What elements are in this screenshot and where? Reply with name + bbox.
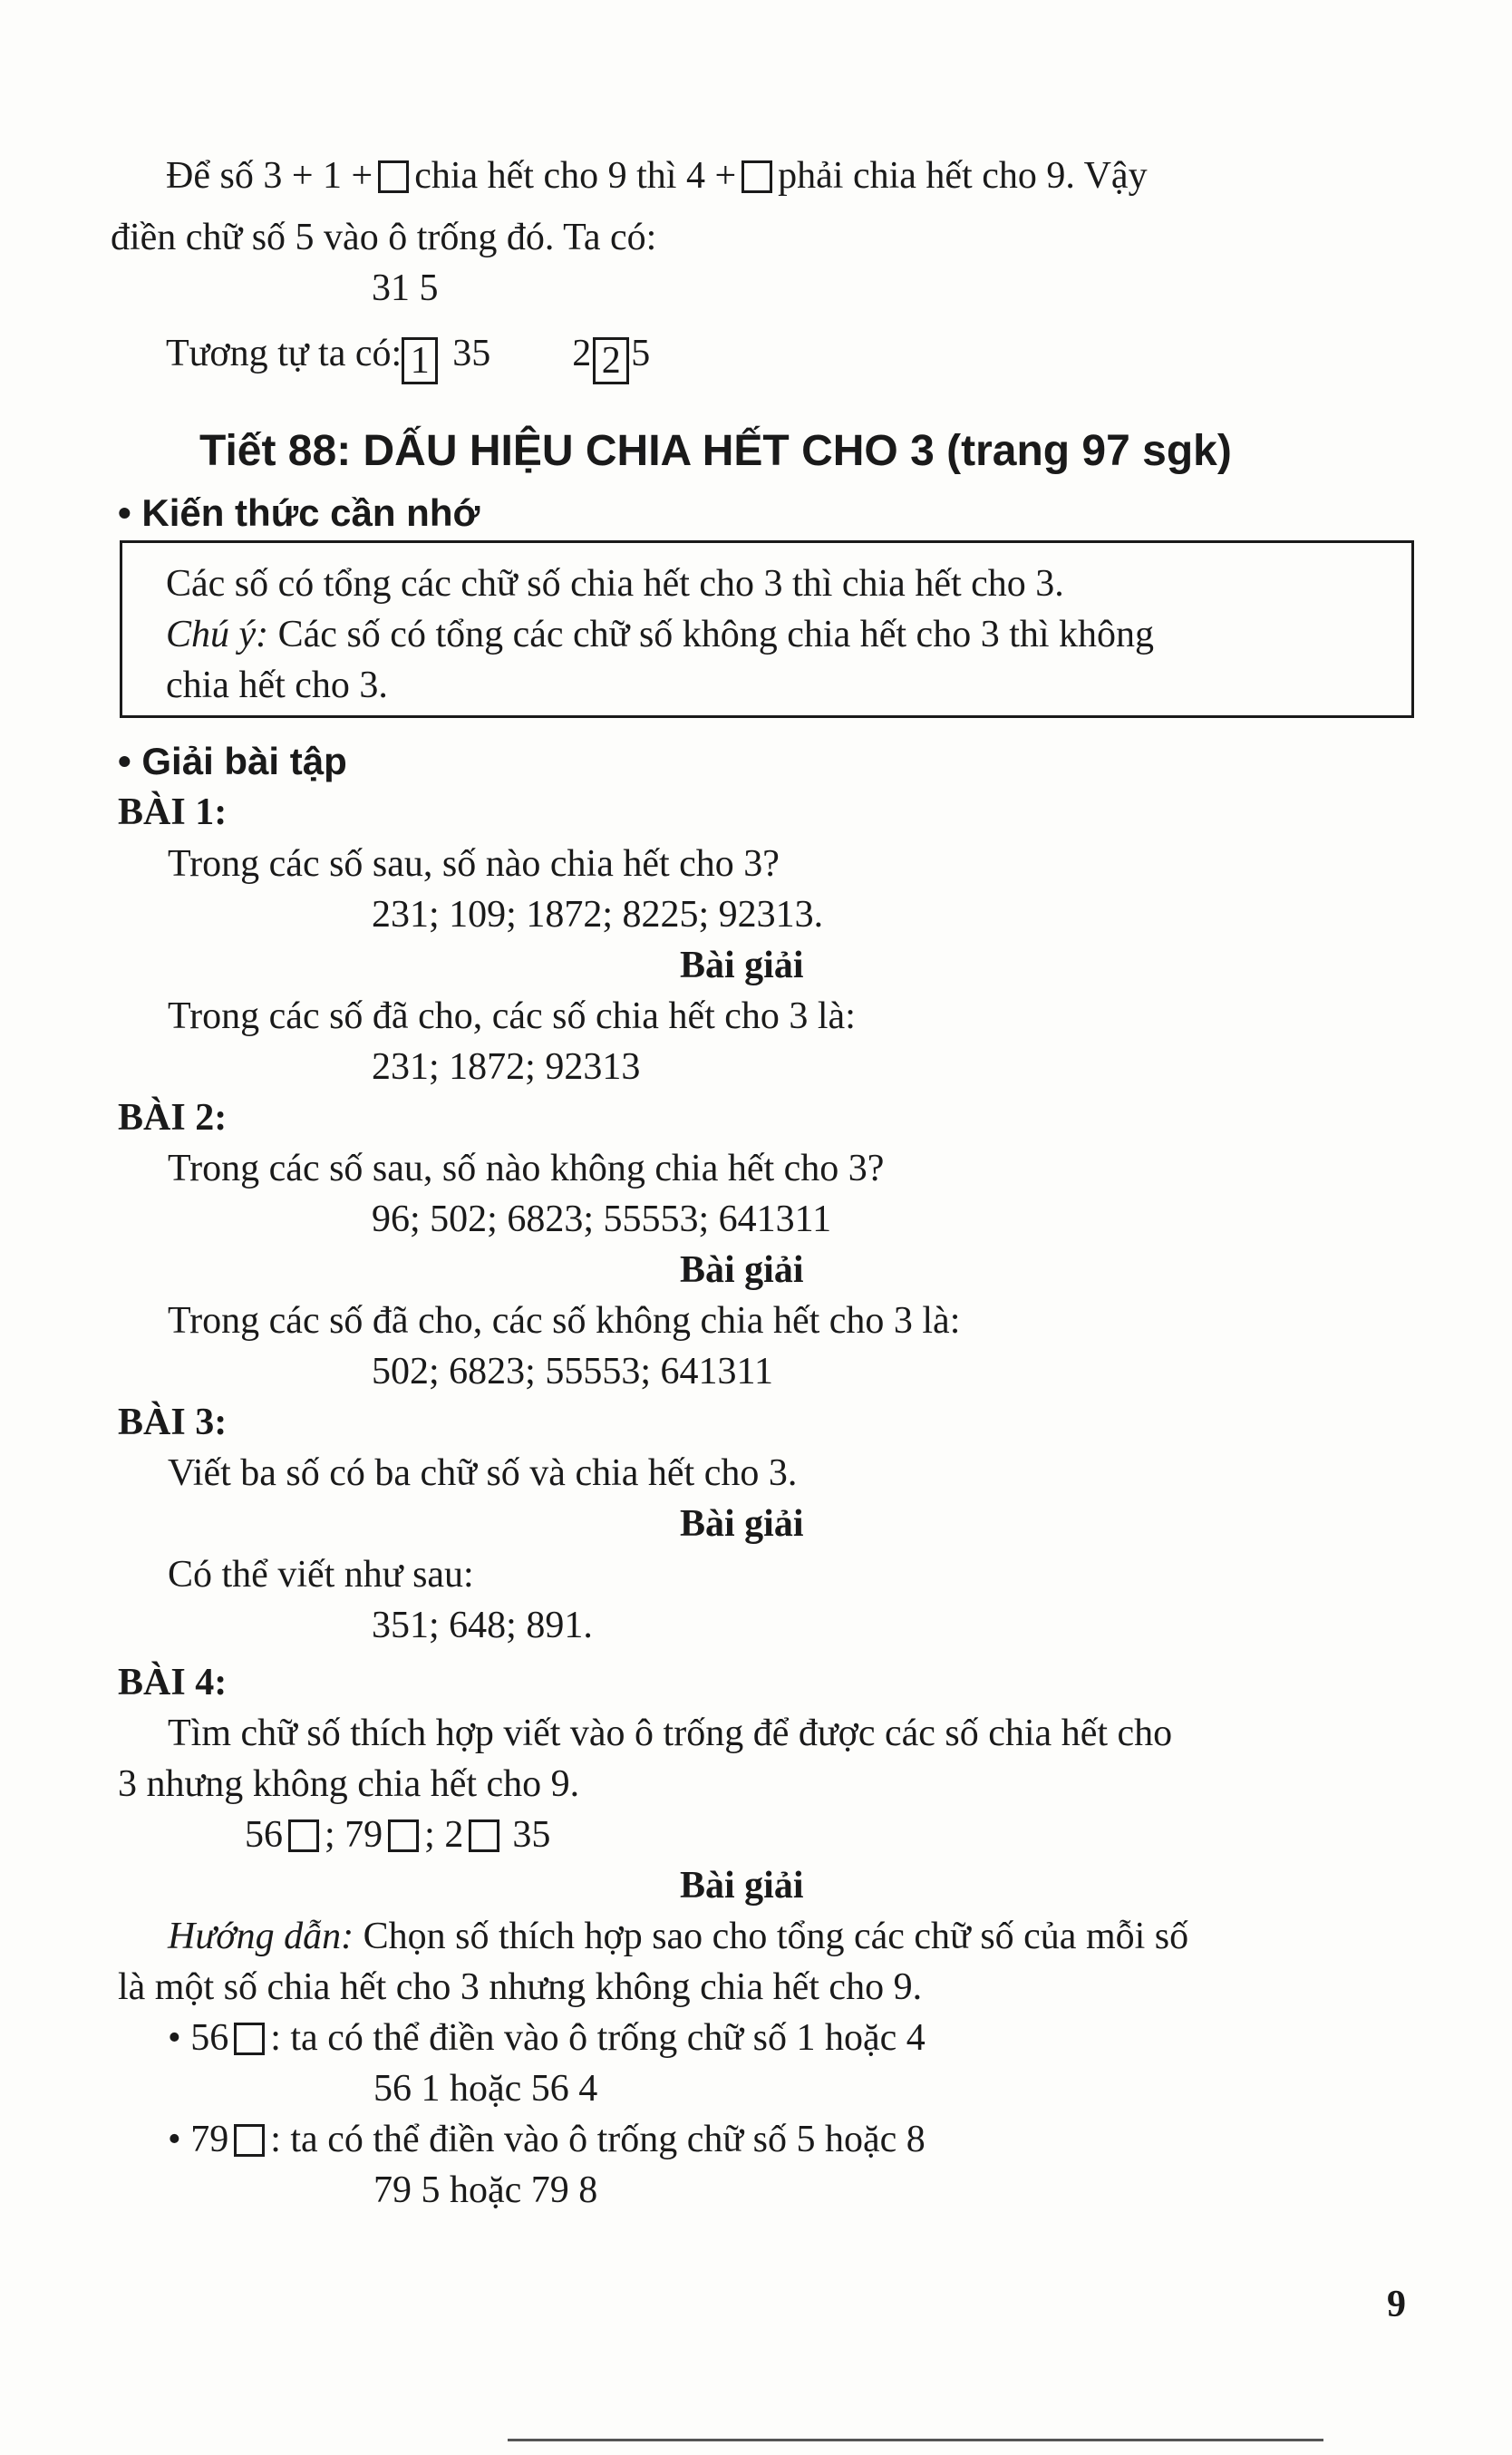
bai4-bullet-2-result: 79 5 hoặc 79 8 — [373, 2169, 598, 2211]
bai4-question-1: Tìm chữ số thích hợp viết vào ô trống để được các số chia hết cho — [168, 1713, 1173, 1754]
empty-box — [234, 2023, 265, 2055]
bai1-answer-numbers: 231; 1872; 92313 — [372, 1046, 641, 1088]
intro-text-b: chia hết cho 9 thì 4 + — [414, 155, 737, 197]
intro-digit-5: 5 — [631, 333, 651, 374]
empty-box — [378, 160, 409, 193]
empty-box — [288, 1819, 319, 1852]
bai2-question: Trong các số sau, số nào không chia hết cho 3? — [168, 1148, 885, 1189]
bai2-solution-label: Bài giải — [680, 1249, 804, 1291]
bai4-question-2: 3 nhưng không chia hết cho 9. — [118, 1763, 580, 1805]
problem-56: 56 — [245, 1814, 283, 1856]
bai1-solution-label: Bài giải — [680, 945, 804, 986]
intro-number-35: 35 — [452, 333, 491, 374]
problem-2: ; 2 — [424, 1814, 464, 1856]
bai4-bullet-1-result: 56 1 hoặc 56 4 — [373, 2068, 598, 2110]
bai4-label: BÀI 4: — [118, 1662, 228, 1703]
bai1-numbers: 231; 109; 1872; 8225; 92313. — [372, 894, 824, 936]
bai3-answer-text: Có thể viết như sau: — [168, 1554, 474, 1596]
bai1-question: Trong các số sau, số nào chia hết cho 3? — [168, 843, 780, 885]
rule-note-line-2: chia hết cho 3. — [166, 665, 388, 706]
bai1-label: BÀI 1: — [118, 791, 228, 833]
empty-box — [741, 160, 772, 193]
bullet-2-prefix: • 79 — [168, 2119, 229, 2160]
bai4-guide-line-1 — [168, 1911, 1188, 1962]
page-number: 9 — [1387, 2284, 1406, 2325]
bai2-answer-numbers: 502; 6823; 55553; 641311 — [372, 1351, 773, 1392]
note-label: Chú ý: — [166, 614, 269, 655]
guide-text-1: Chọn số thích hợp sao cho tổng các chữ số của mỗi số — [363, 1916, 1189, 1957]
empty-box — [388, 1819, 419, 1852]
bai3-question: Viết ba số có ba chữ số và chia hết cho 3. — [168, 1452, 798, 1494]
bai1-answer-text: Trong các số đã cho, các số chia hết cho 3 là: — [168, 995, 856, 1037]
intro-line-4 — [166, 328, 650, 384]
lesson-title: Tiết 88: DẤU HIỆU CHIA HẾT CHO 3 (trang 97 sgk) — [199, 427, 1232, 475]
bottom-edge-line — [508, 2439, 1323, 2441]
intro-similar-text: Tương tự ta có: — [166, 333, 402, 374]
filled-box-2: 2 — [593, 337, 629, 384]
intro-text-a: Để số 3 + 1 + — [166, 155, 373, 197]
guide-label: Hướng dẫn: — [168, 1916, 354, 1957]
intro-line-1 — [166, 150, 1148, 201]
rule-note-line — [166, 609, 1154, 660]
bai4-solution-label: Bài giải — [680, 1865, 804, 1907]
bai4-problems — [245, 1810, 550, 1860]
intro-digit-2: 2 — [572, 333, 592, 374]
problem-79: ; 79 — [325, 1814, 383, 1856]
note-text-1: Các số có tổng các chữ số không chia hết cho 3 thì không — [277, 614, 1155, 655]
bullet-2-text: : ta có thể điền vào ô trống chữ số 5 hoặc 8 — [270, 2119, 926, 2160]
bai3-solution-label: Bài giải — [680, 1503, 804, 1545]
bai4-bullet-2 — [168, 2114, 926, 2165]
knowledge-heading: • Kiến thức cần nhớ — [118, 491, 480, 534]
intro-line-2: điền chữ số 5 vào ô trống đó. Ta có: — [111, 217, 657, 258]
rule-line-1: Các số có tổng các chữ số chia hết cho 3 thì chia hết cho 3. — [166, 563, 1064, 605]
problem-35: 35 — [512, 1814, 551, 1856]
bai3-label: BÀI 3: — [118, 1402, 228, 1443]
bai4-bullet-1 — [168, 2013, 926, 2063]
empty-box — [469, 1819, 499, 1852]
intro-line-3: 31 5 — [372, 267, 439, 309]
bai2-label: BÀI 2: — [118, 1097, 228, 1139]
bai2-numbers: 96; 502; 6823; 55553; 641311 — [372, 1198, 832, 1240]
intro-text-c: phải chia hết cho 9. Vậy — [778, 155, 1148, 197]
exercises-heading: • Giải bài tập — [118, 740, 347, 782]
empty-box — [234, 2124, 265, 2157]
bullet-1-text: : ta có thể điền vào ô trống chữ số 1 hoặc 4 — [270, 2017, 926, 2059]
bai2-answer-text: Trong các số đã cho, các số không chia hết cho 3 là: — [168, 1300, 961, 1342]
bullet-1-prefix: • 56 — [168, 2017, 229, 2059]
filled-box-1: 1 — [402, 337, 438, 384]
bai3-answer-numbers: 351; 648; 891. — [372, 1605, 593, 1646]
bai4-guide-line-2: là một số chia hết cho 3 nhưng không chia hết cho 9. — [118, 1966, 923, 2008]
